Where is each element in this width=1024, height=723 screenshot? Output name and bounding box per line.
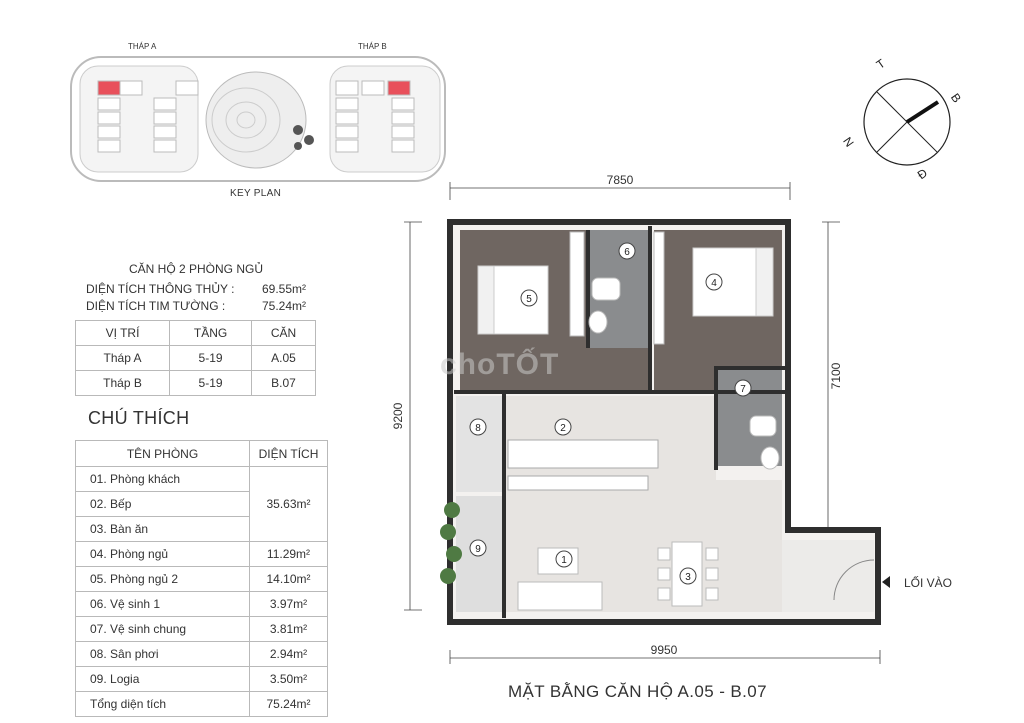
gross-area-row <box>76 298 316 315</box>
room-area: 11.29m² <box>250 542 328 567</box>
table-header-row <box>76 441 328 467</box>
table-row <box>76 592 328 617</box>
room-number-2: 2 <box>560 423 566 434</box>
compass-letter-b: B <box>947 90 965 106</box>
room-name: 09. Logia <box>76 667 250 692</box>
table-row <box>76 642 328 667</box>
compass-rose-icon <box>850 55 980 183</box>
plan-title: MẶT BẰNG CĂN HỘ A.05 - B.07 <box>508 682 767 701</box>
watermark: choTỐT <box>440 348 560 381</box>
room-number-1: 1 <box>561 555 567 566</box>
key-plan-caption: KEY PLAN <box>230 188 282 199</box>
room-number-3: 3 <box>685 572 691 583</box>
dimension-top: 7850 <box>606 173 634 187</box>
room-name: 02. Bếp <box>76 492 250 517</box>
tower-b-label: THÁP B <box>358 42 387 51</box>
room-number-9: 9 <box>475 544 481 555</box>
room-number-5: 5 <box>526 294 532 305</box>
table-row <box>76 567 328 592</box>
room-name: 06. Vệ sinh 1 <box>76 592 250 617</box>
room-number-6: 6 <box>624 247 630 258</box>
table-header: DIỆN TÍCH <box>250 441 328 467</box>
dimension-left: 9200 <box>391 402 405 430</box>
room-number-8: 8 <box>475 423 481 434</box>
total-label: Tổng diện tích <box>76 692 250 717</box>
table-row <box>76 692 328 717</box>
position-table <box>75 320 316 396</box>
compass-letter-d: Đ <box>914 165 930 183</box>
table-row <box>76 617 328 642</box>
room-area-table <box>75 440 328 717</box>
compass-letter-n: N <box>840 134 857 150</box>
apartment-type-title: CĂN HỘ 2 PHÒNG NGỦ <box>128 262 263 276</box>
room-name: 03. Bàn ăn <box>76 517 250 542</box>
room-area: 2.94m² <box>250 642 328 667</box>
table-header-row <box>76 321 316 346</box>
room-name: 05. Phòng ngủ 2 <box>76 567 250 592</box>
gross-area-label: DIỆN TÍCH TIM TƯỜNG : <box>86 299 226 313</box>
compass <box>840 55 980 183</box>
table-row <box>76 346 316 371</box>
dimension-right: 7100 <box>829 362 843 390</box>
entry-label: LỐI VÀO <box>904 576 953 590</box>
table-cell: 5-19 <box>170 371 252 396</box>
legend-title: CHÚ THÍCH <box>88 408 190 428</box>
compass-letter-t: T <box>873 56 888 72</box>
room-area: 14.10m² <box>250 567 328 592</box>
table-cell: Tháp A <box>76 346 170 371</box>
room-name: 01. Phòng khách <box>76 467 250 492</box>
room-area: 3.97m² <box>250 592 328 617</box>
net-area-label: DIỆN TÍCH THÔNG THỦY : <box>86 282 235 296</box>
table-header: TẦNG <box>170 321 252 346</box>
table-row <box>76 542 328 567</box>
gross-area-value: 75.24m² <box>262 299 307 313</box>
table-header: VỊ TRÍ <box>76 321 170 346</box>
dimension-labels <box>388 170 908 670</box>
key-plan-drawing <box>68 54 448 184</box>
table-row <box>76 467 328 492</box>
table-cell: B.07 <box>252 371 316 396</box>
dimension-bottom: 9950 <box>650 643 678 657</box>
apartment-info <box>76 262 316 315</box>
room-number-7: 7 <box>740 384 746 395</box>
total-area: 75.24m² <box>250 692 328 717</box>
table-row <box>76 667 328 692</box>
room-area: 35.63m² <box>250 467 328 542</box>
room-name: 04. Phòng ngủ <box>76 542 250 567</box>
room-area: 3.50m² <box>250 667 328 692</box>
table-header: CĂN <box>252 321 316 346</box>
table-row <box>76 371 316 396</box>
room-name: 07. Vệ sinh chung <box>76 617 250 642</box>
floor-plan <box>388 170 908 670</box>
room-name: 08. Sân phơi <box>76 642 250 667</box>
table-cell: 5-19 <box>170 346 252 371</box>
net-area-row <box>76 281 316 298</box>
net-area-value: 69.55m² <box>262 282 307 296</box>
room-number-4: 4 <box>711 278 717 289</box>
room-area: 3.81m² <box>250 617 328 642</box>
table-cell: Tháp B <box>76 371 170 396</box>
tower-a-label: THÁP A <box>128 42 157 51</box>
table-header: TÊN PHÒNG <box>76 441 250 467</box>
table-cell: A.05 <box>252 346 316 371</box>
